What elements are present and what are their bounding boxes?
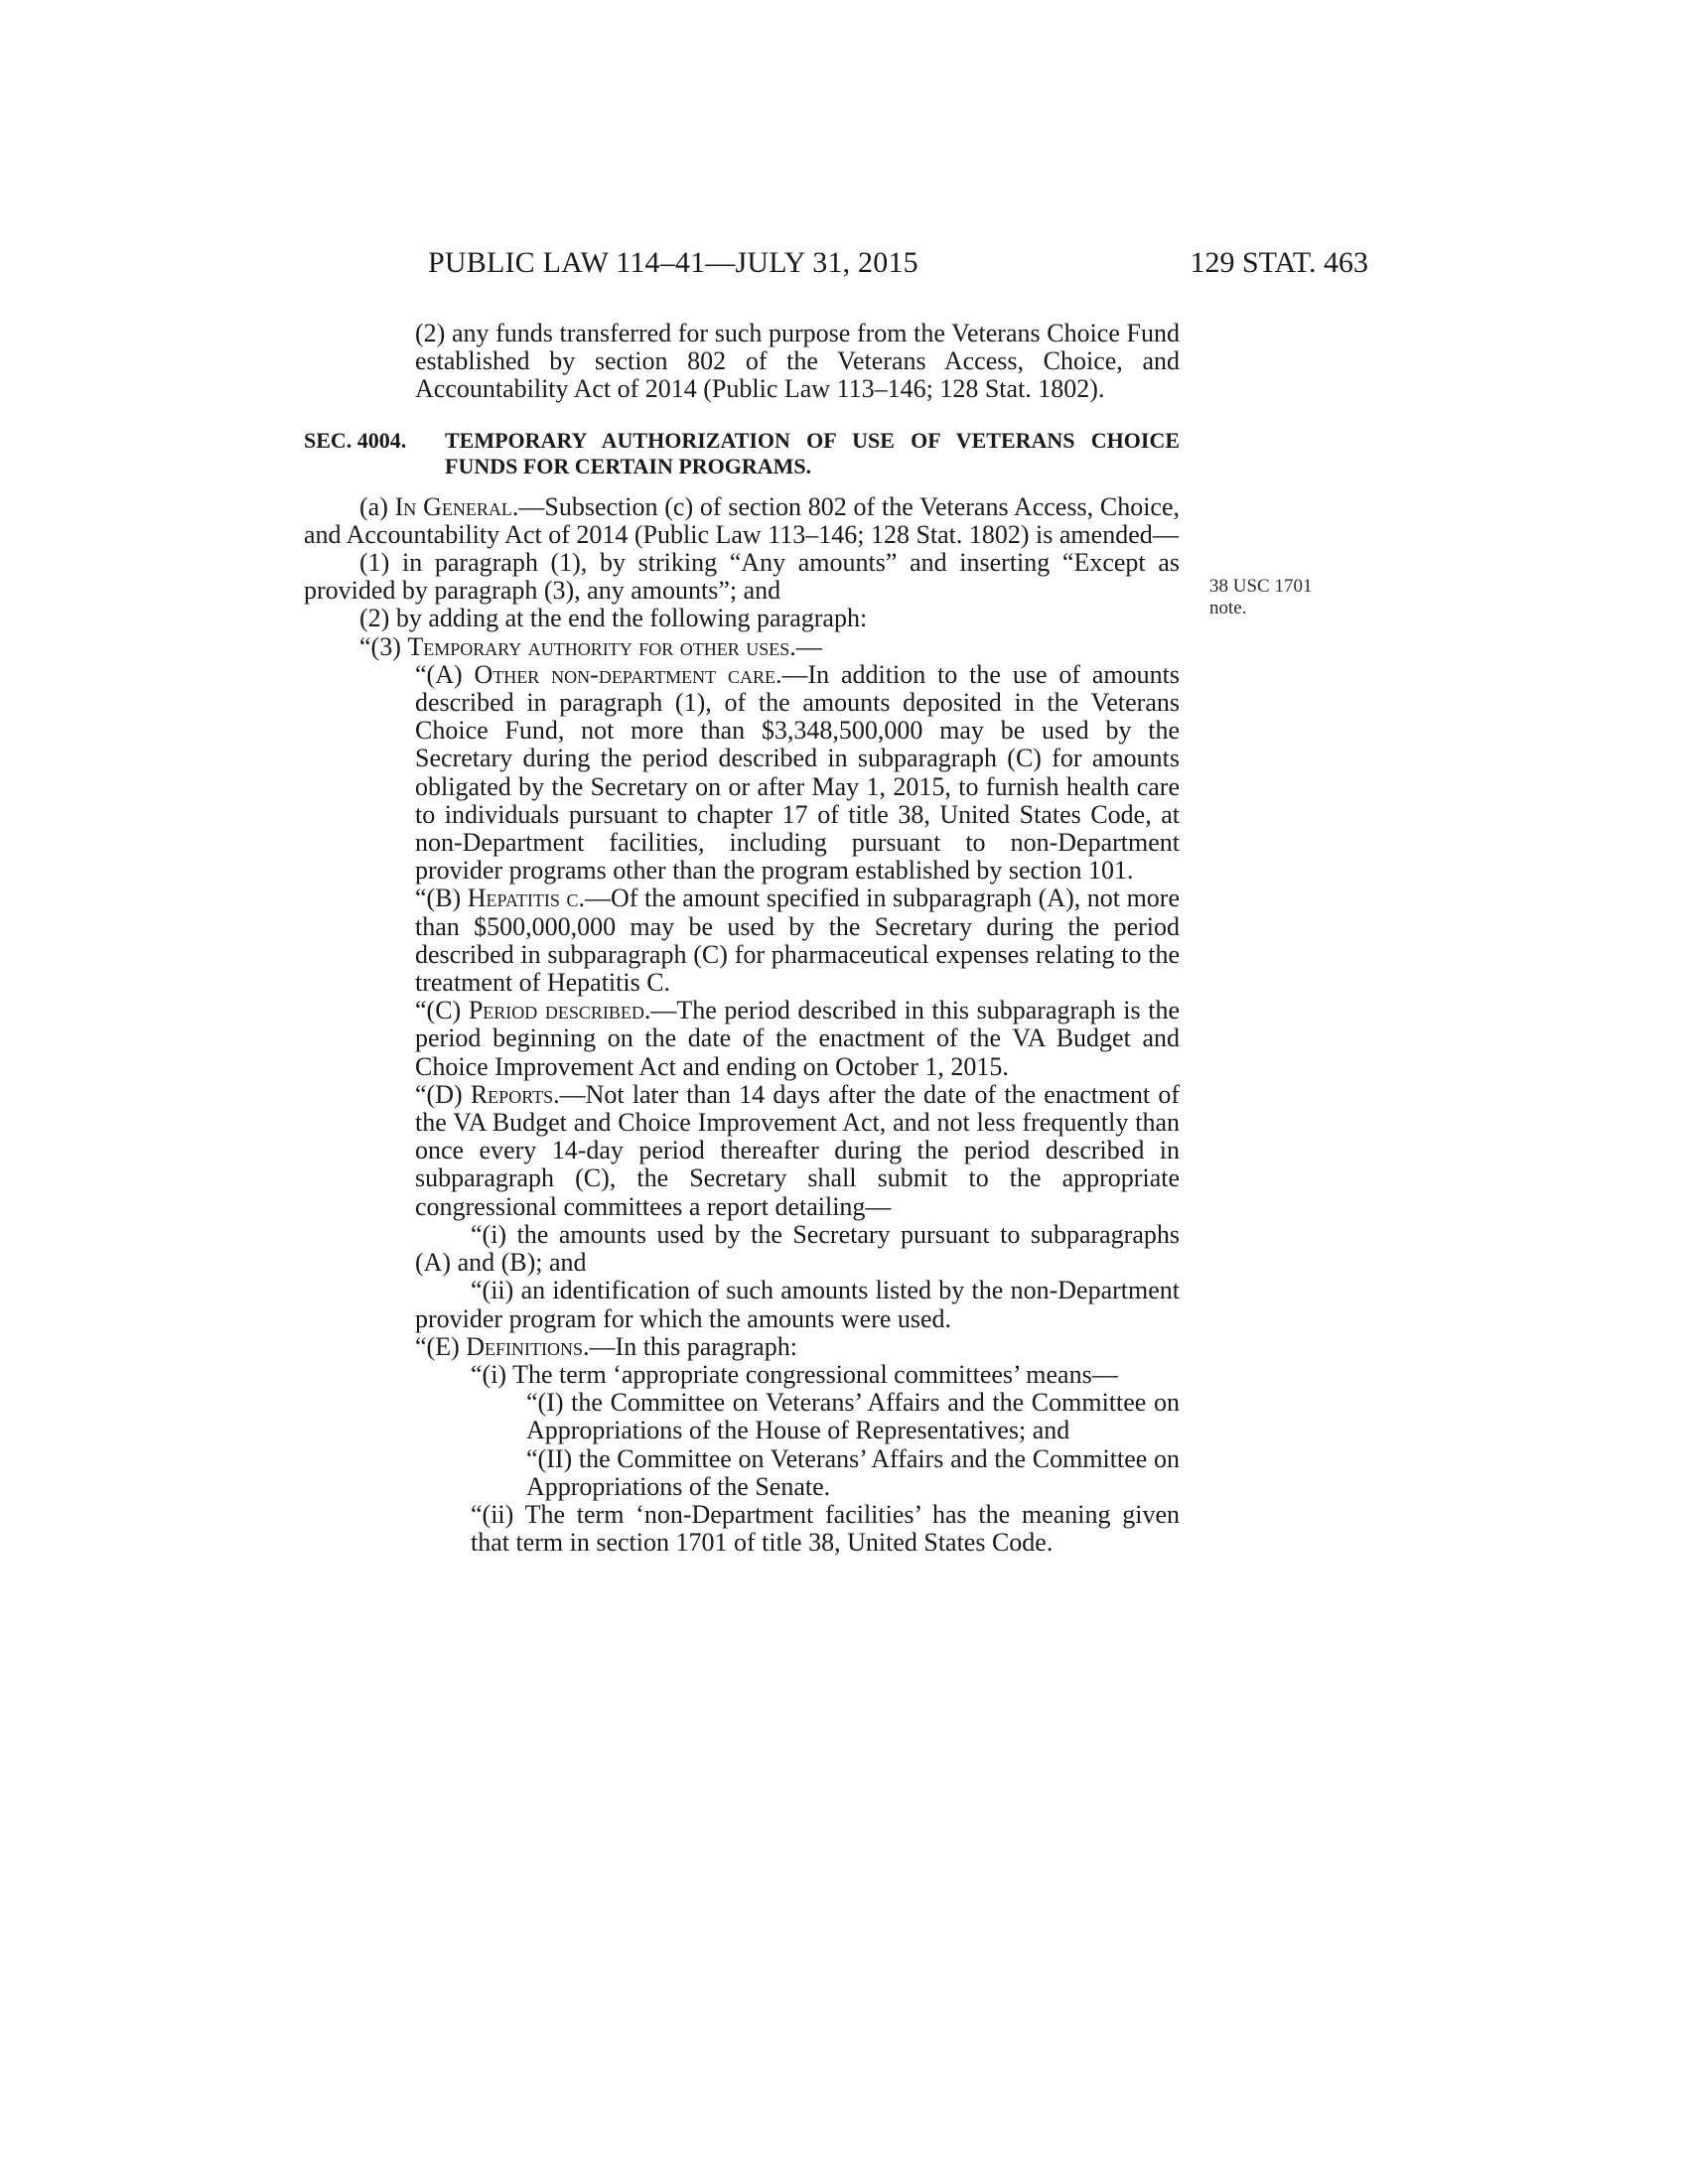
subparagraph-A [415,661,1180,886]
subparagraph-C [415,997,1180,1081]
subparagraph-D [415,1081,1180,1221]
subsection-a-text: .—Subsection (c) of section 802 of the Veterans Access, Choice, and Accountability Act of 2014 (Public Law 113–146; 128 Stat. 1802) is amended— [304,491,1180,549]
margin-note-citation: 38 USC 1701 [1209,576,1313,597]
clause-D-ii: “(ii) an identification of such amounts listed by the non-Department provider program for which the amounts were used. [415,1276,1180,1333]
subparagraph-A-text: .—In addition to the use of amounts described in paragraph (1), of the amounts deposited in the Veterans Choice Fund, not more than $3,348,500,000 may be used by the Secretary during the period described in subparagraph (C) for amounts obligated by the Secretary on or after May 1, 2015, to furnish health care to individuals pursuant to chapter 17 of title 38, United States Code, at non-Department facilities, including pursuant to non-Department provider programs other than the program established by section 101. [415,659,1180,886]
subparagraph-E-text: .—In this paragraph: [583,1331,797,1361]
subparagraph-B [415,885,1180,997]
running-head-title: PUBLIC LAW 114–41—JULY 31, 2015 [428,246,918,279]
subparagraph-C-label: “(C) [415,996,469,1025]
section-number: SEC. 4004. [304,427,407,453]
subparagraph-D-text: .—Not later than 14 days after the date of the enactment of the VA Budget and Choice Improvement Act, and not less frequently than once every 14-day period thereafter during the period described in subparagraph (C), the Secretary shall submit to the appropriate congressional committees a report detailing— [415,1079,1180,1221]
section-title: TEMPORARY AUTHORIZATION OF USE OF VETERANS CHOICE FUNDS FOR CERTAIN PROGRAMS. [445,427,1180,478]
section-heading [304,428,1180,479]
subparagraph-E-label: “(E) [415,1331,467,1361]
paragraph-3 [304,633,1180,661]
subparagraph-B-heading: Hepatitis c [467,884,579,913]
paragraph-a2-text: (2) by adding at the end the following paragraph: [359,604,868,633]
clause-E-ii: “(ii) The term ‘non-Department facilities’ has the meaning given that term in section 1701 of title 38, United States Code. [471,1499,1180,1558]
clause-D-i: “(i) the amounts used by the Secretary pursuant to subparagraphs (A) and (B); and [415,1219,1180,1278]
subsection-a-label: (a) [359,491,395,521]
paragraph-3-label: “(3) [359,631,408,661]
subparagraph-A-label: “(A) [415,659,475,689]
subparagraph-A-heading: Other non-department care [474,659,775,689]
margin-note-suffix: note. [1209,598,1247,618]
subsection-a [304,493,1180,549]
document-body [304,320,1180,1557]
subparagraph-D-heading: Reports [470,1079,554,1109]
statute-page-number: 129 STAT. 463 [1190,246,1368,279]
paragraph-a1-text: (1) in paragraph (1), by striking “Any amounts” and inserting “Except as provided by paragraph (3), any amounts”; and [304,548,1180,606]
clause-E-i: “(i) The term ‘appropriate congressional committees’ means— [471,1359,1118,1389]
paragraph-3-heading: Temporary authority for other uses [407,631,790,661]
paragraph-a2 [304,605,1180,632]
subclause-E-i-II: “(II) the Committee on Veterans’ Affairs and the Committee on Appropriations of the Senate. [526,1443,1180,1501]
subparagraph-E [415,1333,1180,1361]
paragraph-a1 [304,549,1180,605]
subclause-E-i-I: “(I) the Committee on Veterans’ Affairs and the Committee on Appropriations of the House of Representatives; and [526,1388,1180,1445]
subparagraph-C-text: .—The period described in this subparagraph is the period beginning on the date of the enactment of the VA Budget and Choice Improvement Act and ending on October 1, 2015. [415,996,1181,1081]
subparagraph-E-heading: Definitions [466,1331,584,1361]
subparagraph-D-label: “(D) [415,1079,471,1109]
subparagraph-B-text: .—Of the amount specified in subparagraph (A), not more than $500,000,000 may be used by the Secretary during the period described in subparagraph (C) for pharmaceutical expenses relating to the treatment of Hepatitis C. [415,884,1181,998]
margin-note [1209,576,1312,619]
subparagraph-C-heading: Period described [468,996,644,1025]
subsection-a-heading: In General [394,491,512,521]
paragraph-2-funds: (2) any funds transferred for such purpose from the Veterans Choice Fund established by section 802 of the Veterans Access, Choice, and Accountability Act of 2014 (Public Law 113–146; 128 Stat. 1802). [415,319,1180,404]
subparagraph-B-label: “(B) [415,884,468,913]
paragraph-3-tail: .— [789,631,822,661]
